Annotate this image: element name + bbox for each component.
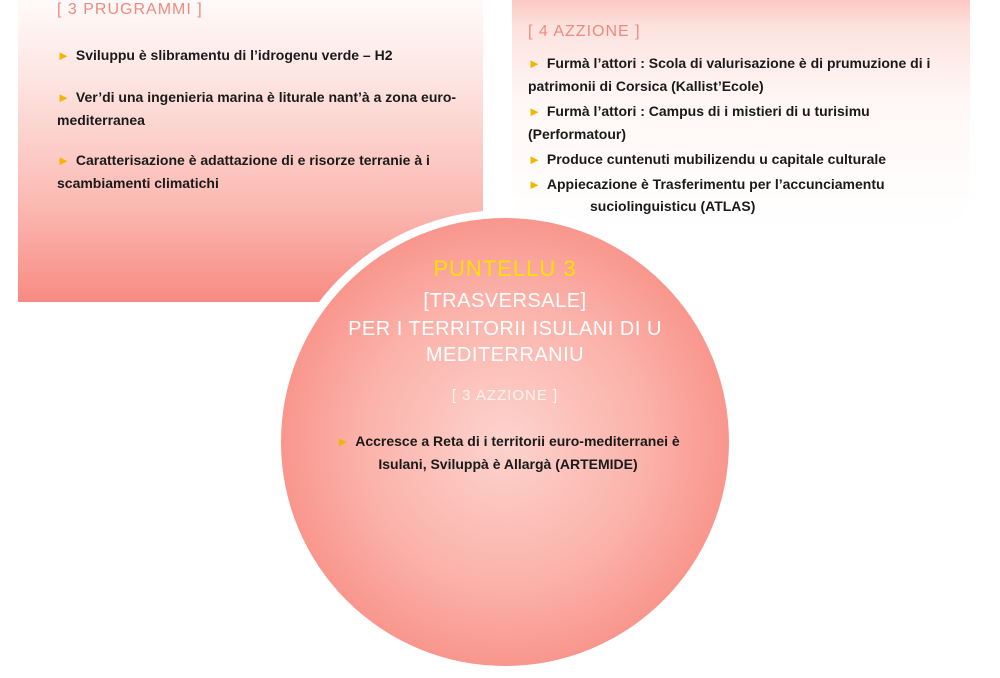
right-panel-header: [ 4 AZZIONE ] <box>528 23 641 40</box>
list-item: ► Furmà l’attori : Scola di valurisazione è di prumuzione di i patrimonii di Corsica (Kallist’Ecole) <box>528 55 931 94</box>
list-item: ► Accresce a Reta di i territorii euro-mediterranei è Isulani, Sviluppà è Allargà (ARTEMIDE) <box>336 433 680 472</box>
center-line-2: MEDITERRANIU <box>425 344 585 366</box>
center-subtitle: [TRASVERSALE] <box>423 290 587 312</box>
arrow-right-icon: ► <box>57 90 70 105</box>
center-line-1: PER I TERRITORII ISULANI DI U <box>348 318 662 340</box>
center-header: [ 3 AZZIONE ] <box>451 387 559 404</box>
left-panel-header: [ 3 PRUGRAMMI ] <box>57 1 203 18</box>
list-item: ► Sviluppu è slibramentu di l’idrogenu verde – H2 <box>57 47 393 63</box>
list-item: ► Appiecazione è Trasferimentu per l’accunciamentu <box>528 176 885 192</box>
list-item: ► Produce cuntenuti mubilizendu u capitale culturale <box>528 151 887 167</box>
center-title: PUNTELLU 3 <box>433 256 577 281</box>
arrow-right-icon: ► <box>528 56 541 71</box>
list-item: ► Ver’di una ingenieria marina è liturale nant’à a zona euro-mediterranea <box>57 89 457 128</box>
arrow-right-icon: ► <box>528 152 541 167</box>
arrow-right-icon: ► <box>57 153 70 168</box>
list-item: ► Furmà l’attori : Campus di i mistieri di u turisimu (Performatour) <box>528 103 870 142</box>
arrow-right-icon: ► <box>528 104 541 119</box>
arrow-right-icon: ► <box>528 177 541 192</box>
arrow-right-icon: ► <box>57 48 70 63</box>
arrow-right-icon: ► <box>336 434 350 449</box>
list-item-continuation: suciolinguisticu (ATLAS) <box>590 198 756 214</box>
list-item: ► Caratterisazione è adattazione di e risorze terranie à i scambiamenti climatichi <box>57 152 430 191</box>
